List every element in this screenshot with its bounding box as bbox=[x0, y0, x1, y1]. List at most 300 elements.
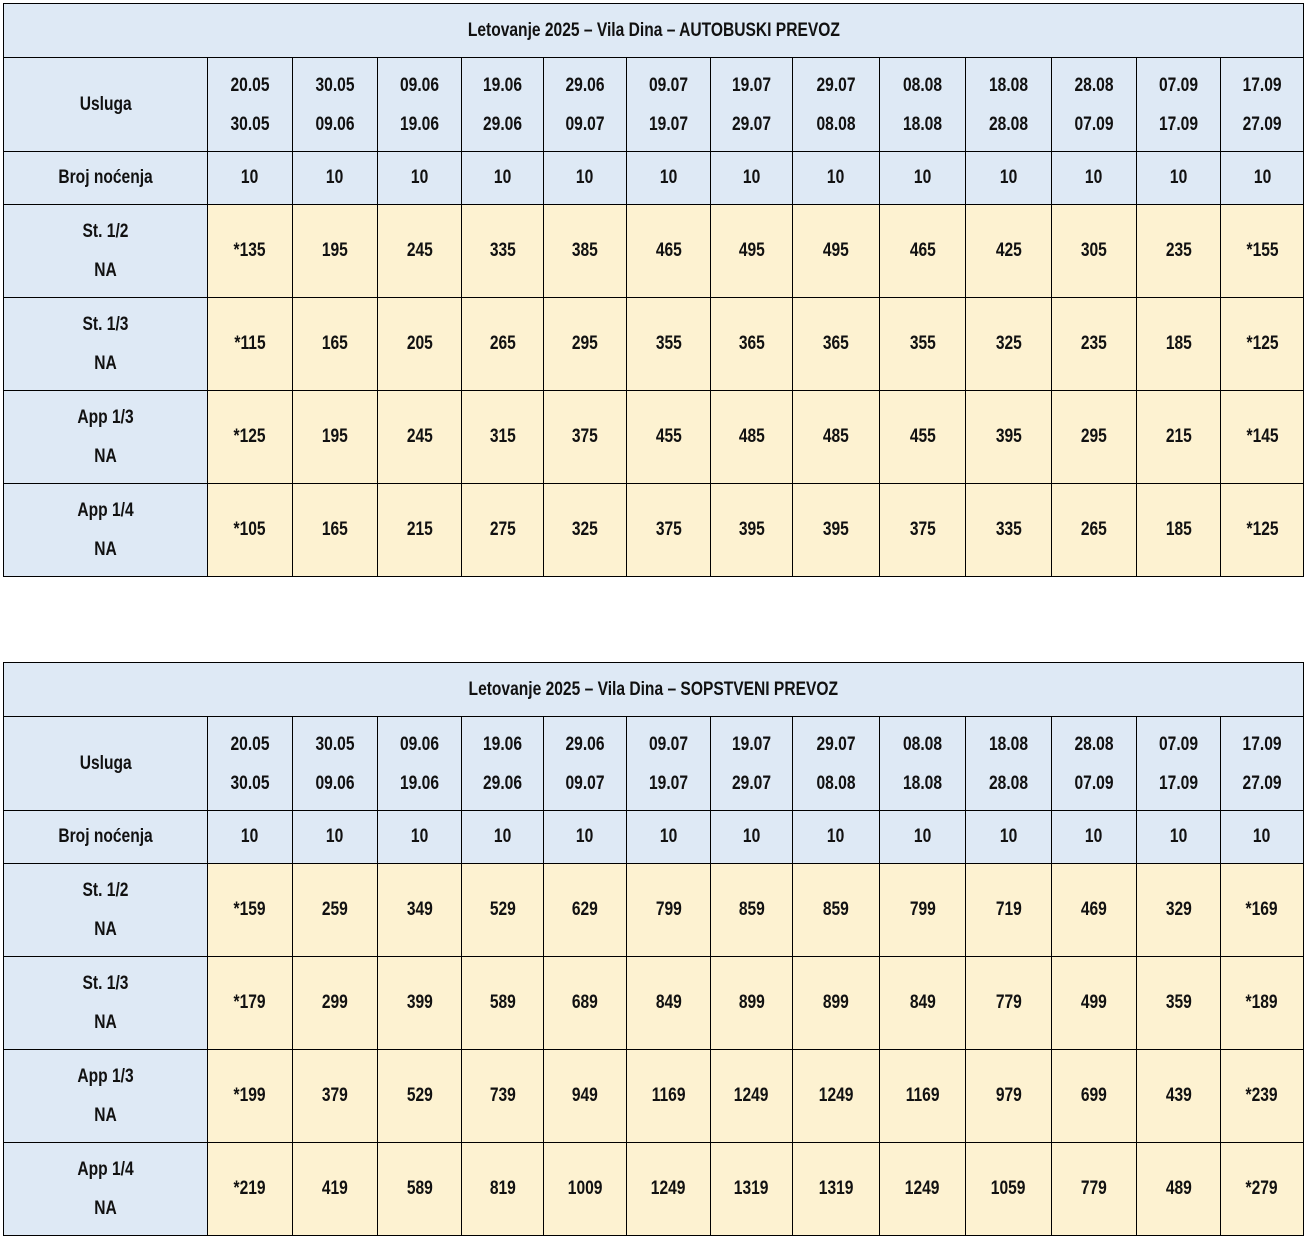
table-title bbox=[4, 663, 1304, 717]
room-type-label bbox=[4, 398, 207, 476]
period-end-date: 19.07 bbox=[648, 113, 688, 135]
period-dates bbox=[462, 725, 543, 803]
price-cell bbox=[378, 298, 462, 391]
price-value: 275 bbox=[489, 519, 516, 540]
period-dates bbox=[293, 725, 377, 803]
price-value: 1319 bbox=[734, 1178, 769, 1199]
price-cell bbox=[880, 957, 966, 1050]
period-dates bbox=[1137, 725, 1220, 803]
period-start-date: 19.06 bbox=[482, 733, 522, 755]
price-cell bbox=[462, 391, 544, 484]
table-row bbox=[4, 1050, 1304, 1143]
period-header bbox=[1221, 58, 1304, 152]
nights-value: 10 bbox=[827, 167, 845, 188]
price-value: 205 bbox=[406, 333, 433, 354]
price-value: 185 bbox=[1165, 519, 1192, 540]
price-value: *125 bbox=[1246, 519, 1279, 540]
nights-cell bbox=[793, 152, 880, 205]
price-cell bbox=[544, 1143, 627, 1236]
price-cell bbox=[208, 957, 293, 1050]
period-end-date: 28.08 bbox=[988, 772, 1028, 794]
period-header bbox=[462, 58, 544, 152]
nights-cell bbox=[627, 811, 711, 864]
price-cell bbox=[627, 957, 711, 1050]
nights-cell bbox=[544, 152, 627, 205]
nights-cell bbox=[1052, 152, 1137, 205]
price-value: 299 bbox=[321, 992, 348, 1013]
period-header bbox=[293, 58, 378, 152]
price-value: 719 bbox=[995, 899, 1022, 920]
price-cell bbox=[1052, 864, 1137, 957]
period-start-date: 19.07 bbox=[731, 74, 771, 96]
nights-cell bbox=[1221, 152, 1304, 205]
period-header bbox=[462, 717, 544, 811]
price-cell bbox=[544, 391, 627, 484]
price-value: 1249 bbox=[905, 1178, 940, 1199]
period-dates bbox=[793, 66, 879, 144]
period-header bbox=[1052, 717, 1137, 811]
period-start-date: 18.08 bbox=[988, 74, 1028, 96]
price-value: 355 bbox=[655, 333, 682, 354]
room-type-name: St. 1/2 bbox=[82, 221, 129, 242]
nights-value: 10 bbox=[493, 826, 512, 847]
price-cell bbox=[1221, 864, 1304, 957]
period-dates bbox=[208, 66, 292, 144]
price-value: 689 bbox=[571, 992, 598, 1013]
price-cell bbox=[1052, 298, 1137, 391]
period-dates bbox=[880, 725, 965, 803]
price-value: *115 bbox=[234, 333, 266, 354]
room-type-label bbox=[4, 964, 207, 1042]
price-value: 355 bbox=[909, 333, 936, 354]
price-cell bbox=[1137, 205, 1221, 298]
price-value: 819 bbox=[489, 1178, 516, 1199]
price-value: 1319 bbox=[818, 1178, 854, 1199]
period-start-date: 20.05 bbox=[230, 733, 270, 755]
period-header bbox=[378, 717, 462, 811]
period-end-date: 29.06 bbox=[482, 772, 522, 794]
price-cell bbox=[208, 391, 293, 484]
price-value: *145 bbox=[1246, 426, 1279, 447]
price-cell bbox=[208, 484, 293, 577]
price-cell bbox=[966, 484, 1052, 577]
period-start-date: 07.09 bbox=[1158, 74, 1198, 96]
price-cell bbox=[293, 205, 378, 298]
price-cell bbox=[966, 1143, 1052, 1236]
price-value: 295 bbox=[1080, 426, 1107, 447]
price-cell bbox=[208, 298, 293, 391]
room-type-name: St. 1/3 bbox=[82, 973, 129, 994]
price-cell bbox=[1221, 391, 1304, 484]
price-cell bbox=[880, 484, 966, 577]
price-value: 1009 bbox=[567, 1178, 603, 1199]
price-cell bbox=[378, 391, 462, 484]
period-dates bbox=[293, 66, 377, 144]
price-value: 979 bbox=[995, 1085, 1022, 1106]
price-value: 499 bbox=[1080, 992, 1107, 1013]
period-dates bbox=[627, 725, 710, 803]
period-end-date: 29.06 bbox=[482, 113, 522, 135]
price-cell bbox=[711, 391, 793, 484]
nights-value: 10 bbox=[913, 826, 932, 847]
price-cell bbox=[462, 957, 544, 1050]
period-end-date: 28.08 bbox=[988, 113, 1028, 135]
period-header bbox=[793, 717, 880, 811]
price-value: 489 bbox=[1165, 1178, 1192, 1199]
nights-value: 10 bbox=[1169, 826, 1188, 847]
room-type-name: App 1/3 bbox=[77, 1066, 134, 1087]
price-cell bbox=[1137, 298, 1221, 391]
nights-value: 10 bbox=[241, 826, 259, 847]
price-value: 589 bbox=[406, 1178, 433, 1199]
price-cell bbox=[1221, 1143, 1304, 1236]
room-type-name: St. 1/3 bbox=[82, 314, 129, 335]
price-value: 395 bbox=[995, 426, 1022, 447]
price-cell bbox=[293, 391, 378, 484]
price-cell bbox=[880, 1143, 966, 1236]
nights-value: 10 bbox=[576, 167, 594, 188]
price-value: *155 bbox=[1246, 240, 1279, 261]
nights-value: 10 bbox=[999, 167, 1018, 188]
price-value: *125 bbox=[233, 426, 267, 447]
price-cell bbox=[462, 1143, 544, 1236]
board-type: NA bbox=[94, 1198, 117, 1219]
period-start-date: 09.07 bbox=[648, 74, 688, 96]
period-header bbox=[880, 58, 966, 152]
price-value: 185 bbox=[1165, 333, 1192, 354]
price-value: 899 bbox=[822, 992, 849, 1013]
nights-cell bbox=[378, 811, 462, 864]
nights-cell bbox=[293, 152, 378, 205]
price-value: 395 bbox=[822, 519, 849, 540]
period-end-date: 08.08 bbox=[816, 113, 856, 135]
price-value: 375 bbox=[909, 519, 936, 540]
price-value: *159 bbox=[233, 899, 267, 920]
price-cell bbox=[627, 484, 711, 577]
price-cell bbox=[627, 298, 711, 391]
table-row bbox=[4, 391, 1304, 484]
price-cell bbox=[462, 205, 544, 298]
nights-value: 10 bbox=[742, 826, 761, 847]
nights-cell bbox=[378, 152, 462, 205]
price-value: *179 bbox=[233, 992, 267, 1013]
price-value: *189 bbox=[1245, 992, 1279, 1013]
price-cell bbox=[1137, 391, 1221, 484]
price-value: 465 bbox=[655, 240, 682, 261]
nights-cell bbox=[793, 811, 880, 864]
price-value: 245 bbox=[406, 240, 433, 261]
nights-cell bbox=[880, 811, 966, 864]
period-start-date: 17.09 bbox=[1242, 74, 1282, 96]
nights-value: 10 bbox=[1085, 167, 1103, 188]
room-type-label bbox=[4, 491, 207, 569]
period-start-date: 20.05 bbox=[230, 74, 270, 96]
period-end-date: 18.08 bbox=[902, 772, 942, 794]
price-cell bbox=[880, 1050, 966, 1143]
period-start-date: 30.05 bbox=[315, 733, 355, 755]
room-type-name: St. 1/2 bbox=[82, 880, 129, 901]
price-value: 195 bbox=[321, 240, 348, 261]
price-value: 235 bbox=[1165, 240, 1192, 261]
price-cell bbox=[1221, 1050, 1304, 1143]
price-value: 779 bbox=[995, 992, 1022, 1013]
price-cell bbox=[1137, 1050, 1221, 1143]
price-cell bbox=[378, 864, 462, 957]
period-start-date: 19.06 bbox=[482, 74, 522, 96]
price-cell bbox=[880, 864, 966, 957]
price-value: *199 bbox=[233, 1085, 267, 1106]
price-cell bbox=[711, 298, 793, 391]
period-start-date: 28.08 bbox=[1074, 74, 1114, 96]
price-value: 265 bbox=[1080, 519, 1107, 540]
price-value: 439 bbox=[1165, 1085, 1192, 1106]
period-start-date: 09.07 bbox=[648, 733, 688, 755]
price-cell bbox=[293, 484, 378, 577]
price-value: 455 bbox=[909, 426, 936, 447]
board-type: NA bbox=[94, 446, 117, 467]
board-type: NA bbox=[94, 539, 117, 560]
service-header bbox=[4, 58, 208, 152]
table-row bbox=[4, 864, 1304, 957]
price-cell bbox=[711, 1143, 793, 1236]
period-start-date: 08.08 bbox=[902, 733, 942, 755]
price-value: 215 bbox=[1165, 426, 1192, 447]
board-type: NA bbox=[94, 919, 117, 940]
price-value: 365 bbox=[738, 333, 765, 354]
nights-cell bbox=[966, 152, 1052, 205]
price-cell bbox=[627, 864, 711, 957]
price-cell bbox=[711, 1050, 793, 1143]
service-label: Usluga bbox=[79, 93, 132, 115]
period-dates bbox=[711, 725, 792, 803]
price-cell bbox=[1137, 864, 1221, 957]
price-cell bbox=[1052, 391, 1137, 484]
nights-cell bbox=[208, 152, 293, 205]
price-value: *219 bbox=[233, 1178, 267, 1199]
price-cell bbox=[793, 1143, 880, 1236]
price-value: *279 bbox=[1245, 1178, 1279, 1199]
period-start-date: 08.08 bbox=[902, 74, 942, 96]
period-start-date: 29.06 bbox=[565, 733, 605, 755]
price-cell bbox=[1221, 484, 1304, 577]
price-cell bbox=[880, 205, 966, 298]
table-row bbox=[4, 957, 1304, 1050]
price-value: 375 bbox=[571, 426, 598, 447]
period-end-date: 27.09 bbox=[1242, 113, 1282, 135]
price-cell bbox=[293, 1050, 378, 1143]
period-header bbox=[711, 717, 793, 811]
service-header bbox=[4, 717, 208, 811]
nights-value: 10 bbox=[493, 167, 512, 188]
period-end-date: 19.06 bbox=[399, 113, 439, 135]
price-cell bbox=[1052, 957, 1137, 1050]
price-cell bbox=[462, 298, 544, 391]
period-dates bbox=[462, 66, 543, 144]
room-type-label bbox=[4, 212, 207, 290]
price-value: 399 bbox=[406, 992, 433, 1013]
nights-cell bbox=[1137, 811, 1221, 864]
price-cell bbox=[966, 205, 1052, 298]
price-cell bbox=[880, 298, 966, 391]
price-cell bbox=[793, 864, 880, 957]
period-end-date: 09.06 bbox=[315, 113, 355, 135]
nights-label: Broj noćenja bbox=[58, 167, 153, 188]
period-end-date: 09.07 bbox=[565, 772, 605, 794]
price-value: 495 bbox=[822, 240, 849, 261]
price-value: *239 bbox=[1245, 1085, 1279, 1106]
period-end-date: 29.07 bbox=[731, 772, 771, 794]
price-value: 215 bbox=[406, 519, 433, 540]
price-value: 779 bbox=[1080, 1178, 1107, 1199]
price-cell bbox=[293, 1143, 378, 1236]
period-header bbox=[208, 717, 293, 811]
price-value: 1249 bbox=[818, 1085, 854, 1106]
period-end-date: 29.07 bbox=[731, 113, 771, 135]
nights-cell bbox=[462, 811, 544, 864]
price-value: 419 bbox=[321, 1178, 348, 1199]
board-type: NA bbox=[94, 1012, 117, 1033]
price-value: 699 bbox=[1080, 1085, 1107, 1106]
period-start-date: 28.08 bbox=[1074, 733, 1114, 755]
period-start-date: 17.09 bbox=[1242, 733, 1282, 755]
period-end-date: 08.08 bbox=[816, 772, 856, 794]
nights-cell bbox=[711, 152, 793, 205]
period-dates bbox=[793, 725, 879, 803]
price-cell bbox=[208, 864, 293, 957]
period-start-date: 09.06 bbox=[399, 74, 439, 96]
period-dates bbox=[208, 725, 292, 803]
period-start-date: 29.06 bbox=[565, 74, 605, 96]
table-row bbox=[4, 298, 1304, 391]
price-cell bbox=[711, 205, 793, 298]
price-cell bbox=[627, 205, 711, 298]
price-value: 265 bbox=[489, 333, 516, 354]
nights-value: 10 bbox=[659, 826, 678, 847]
table-title bbox=[4, 4, 1304, 58]
service-label: Usluga bbox=[79, 752, 132, 774]
room-type-cell bbox=[4, 205, 208, 298]
period-header bbox=[544, 58, 627, 152]
room-type-name: App 1/3 bbox=[77, 407, 134, 428]
period-end-date: 18.08 bbox=[902, 113, 942, 135]
price-cell bbox=[793, 205, 880, 298]
price-cell bbox=[1137, 1143, 1221, 1236]
price-value: 859 bbox=[738, 899, 765, 920]
price-value: 425 bbox=[995, 240, 1022, 261]
nights-cell bbox=[966, 811, 1052, 864]
price-value: 899 bbox=[738, 992, 765, 1013]
period-header bbox=[880, 717, 966, 811]
price-value: 849 bbox=[655, 992, 682, 1013]
price-cell bbox=[966, 298, 1052, 391]
nights-label: Broj noćenja bbox=[58, 826, 153, 847]
period-header bbox=[966, 717, 1052, 811]
price-cell bbox=[793, 957, 880, 1050]
nights-cell bbox=[880, 152, 966, 205]
price-cell bbox=[711, 864, 793, 957]
price-cell bbox=[1137, 484, 1221, 577]
period-start-date: 18.08 bbox=[988, 733, 1028, 755]
price-value: 335 bbox=[489, 240, 516, 261]
price-cell bbox=[1221, 957, 1304, 1050]
period-header bbox=[1137, 717, 1221, 811]
price-value: 245 bbox=[406, 426, 433, 447]
price-value: *125 bbox=[1246, 333, 1279, 354]
room-type-label bbox=[4, 1057, 207, 1135]
nights-cell bbox=[544, 811, 627, 864]
price-value: 465 bbox=[909, 240, 936, 261]
price-value: 325 bbox=[995, 333, 1022, 354]
price-cell bbox=[1221, 205, 1304, 298]
nights-value: 10 bbox=[1253, 167, 1271, 188]
price-value: 949 bbox=[571, 1085, 598, 1106]
period-dates bbox=[627, 66, 710, 144]
price-value: 529 bbox=[406, 1085, 433, 1106]
price-cell bbox=[880, 391, 966, 484]
price-value: 365 bbox=[822, 333, 849, 354]
table-title-text: Letovanje 2025 – Vila Dina – SOPSTVENI PREVOZ bbox=[468, 678, 839, 700]
period-end-date: 30.05 bbox=[230, 772, 270, 794]
room-type-label bbox=[4, 871, 207, 949]
nights-value: 10 bbox=[999, 826, 1018, 847]
period-end-date: 07.09 bbox=[1074, 772, 1114, 794]
nights-value: 10 bbox=[410, 826, 429, 847]
price-cell bbox=[544, 298, 627, 391]
price-value: *105 bbox=[233, 519, 267, 540]
price-value: 305 bbox=[1080, 240, 1107, 261]
price-table-own-transport bbox=[3, 662, 1304, 1236]
room-type-cell bbox=[4, 391, 208, 484]
price-cell bbox=[627, 1143, 711, 1236]
room-type-cell bbox=[4, 1143, 208, 1236]
period-start-date: 29.07 bbox=[816, 733, 856, 755]
period-header bbox=[1137, 58, 1221, 152]
price-cell bbox=[462, 484, 544, 577]
room-type-cell bbox=[4, 484, 208, 577]
price-value: 739 bbox=[489, 1085, 516, 1106]
board-type: NA bbox=[94, 353, 117, 374]
price-value: 1059 bbox=[991, 1178, 1026, 1199]
price-value: *135 bbox=[233, 240, 267, 261]
room-type-cell bbox=[4, 864, 208, 957]
price-cell bbox=[793, 298, 880, 391]
price-cell bbox=[966, 864, 1052, 957]
price-cell bbox=[793, 484, 880, 577]
nights-value: 10 bbox=[410, 167, 429, 188]
price-value: 495 bbox=[738, 240, 765, 261]
period-end-date: 09.07 bbox=[565, 113, 605, 135]
nights-cell bbox=[208, 811, 293, 864]
period-end-date: 07.09 bbox=[1074, 113, 1114, 135]
nights-value: 10 bbox=[1085, 826, 1103, 847]
period-end-date: 17.09 bbox=[1158, 772, 1198, 794]
period-dates bbox=[544, 66, 626, 144]
price-value: 295 bbox=[571, 333, 598, 354]
nights-value: 10 bbox=[913, 167, 932, 188]
price-value: 315 bbox=[489, 426, 516, 447]
price-cell bbox=[544, 205, 627, 298]
price-value: 1249 bbox=[734, 1085, 769, 1106]
period-dates bbox=[1221, 66, 1303, 144]
price-cell bbox=[627, 1050, 711, 1143]
price-value: 395 bbox=[738, 519, 765, 540]
nights-cell bbox=[711, 811, 793, 864]
price-value: 335 bbox=[995, 519, 1022, 540]
price-value: 529 bbox=[489, 899, 516, 920]
nights-value: 10 bbox=[1253, 826, 1271, 847]
period-header bbox=[1052, 58, 1137, 152]
period-dates bbox=[711, 66, 792, 144]
